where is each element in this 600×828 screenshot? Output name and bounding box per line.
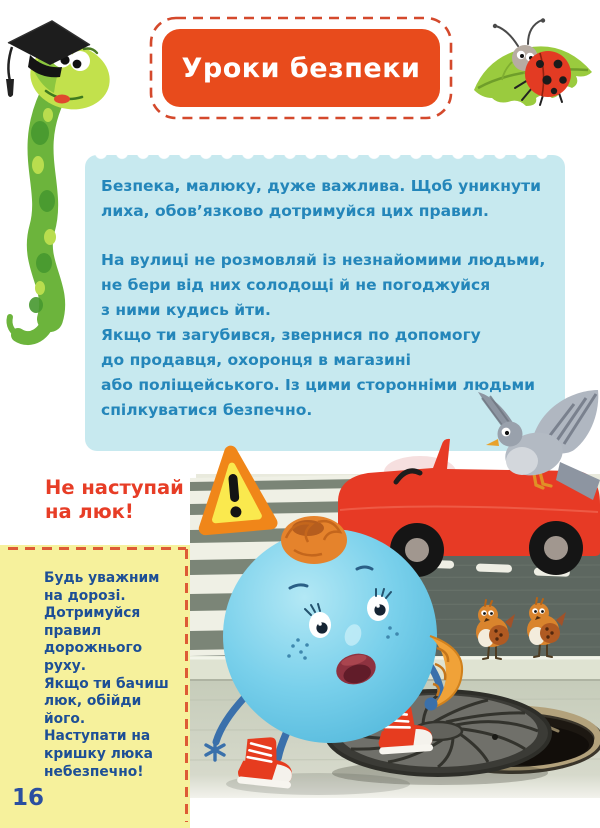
tip-line: Якщо ти бачиш bbox=[44, 675, 169, 692]
intro-line: Безпека, малюку, дуже важлива. Щоб уникнути bbox=[101, 177, 541, 195]
tip-line: Будь уважним bbox=[44, 570, 160, 586]
tip-line: Наступати на bbox=[44, 728, 151, 745]
tip-line: на дорозі. bbox=[44, 587, 126, 604]
intro-line: або поліщейського. Із цими сторонніми людьми bbox=[101, 376, 535, 394]
tip-line: дорожнього руху. bbox=[44, 640, 143, 674]
intro-line: спілкуватися безпечно. bbox=[101, 401, 313, 419]
safety-tip-text bbox=[44, 570, 182, 781]
dashed-border-right bbox=[185, 549, 188, 822]
street-scene bbox=[190, 388, 600, 798]
tip-line: кришку люка bbox=[44, 745, 153, 762]
page-number: 16 bbox=[12, 785, 45, 811]
callout-line: на люк! bbox=[45, 499, 134, 523]
intro-line: не бери від них солодощі й не погоджуйся bbox=[101, 276, 491, 294]
intro-line: Якщо ти загубився, звернися по допомогу bbox=[101, 326, 481, 344]
dashed-border-top bbox=[8, 547, 186, 550]
intro-line: лиха, обов’язково дотримуйся цих правил. bbox=[101, 202, 489, 220]
intro-line: з ними кудись йти. bbox=[101, 301, 271, 319]
tip-line: небезпечно! bbox=[44, 763, 144, 780]
tip-line: люк, обійди його. bbox=[44, 693, 142, 727]
hair-tuft-icon bbox=[281, 516, 347, 564]
scallop-edge bbox=[93, 150, 557, 163]
lesson-badge bbox=[149, 16, 453, 120]
manhole-warning-callout bbox=[45, 476, 184, 523]
intro-line: до продавця, охоронця в магазині bbox=[101, 351, 411, 369]
tip-line: Дотримуйся bbox=[44, 605, 141, 622]
page-title: Уроки безпеки bbox=[162, 29, 440, 107]
hand bbox=[425, 698, 438, 711]
ladybug-on-leaf-icon bbox=[468, 18, 598, 123]
callout-line: Не наступай bbox=[45, 476, 184, 499]
tip-line: правил bbox=[44, 622, 102, 639]
intro-line: На вулиці не розмовляй із незнайомими людьми, bbox=[101, 251, 546, 269]
